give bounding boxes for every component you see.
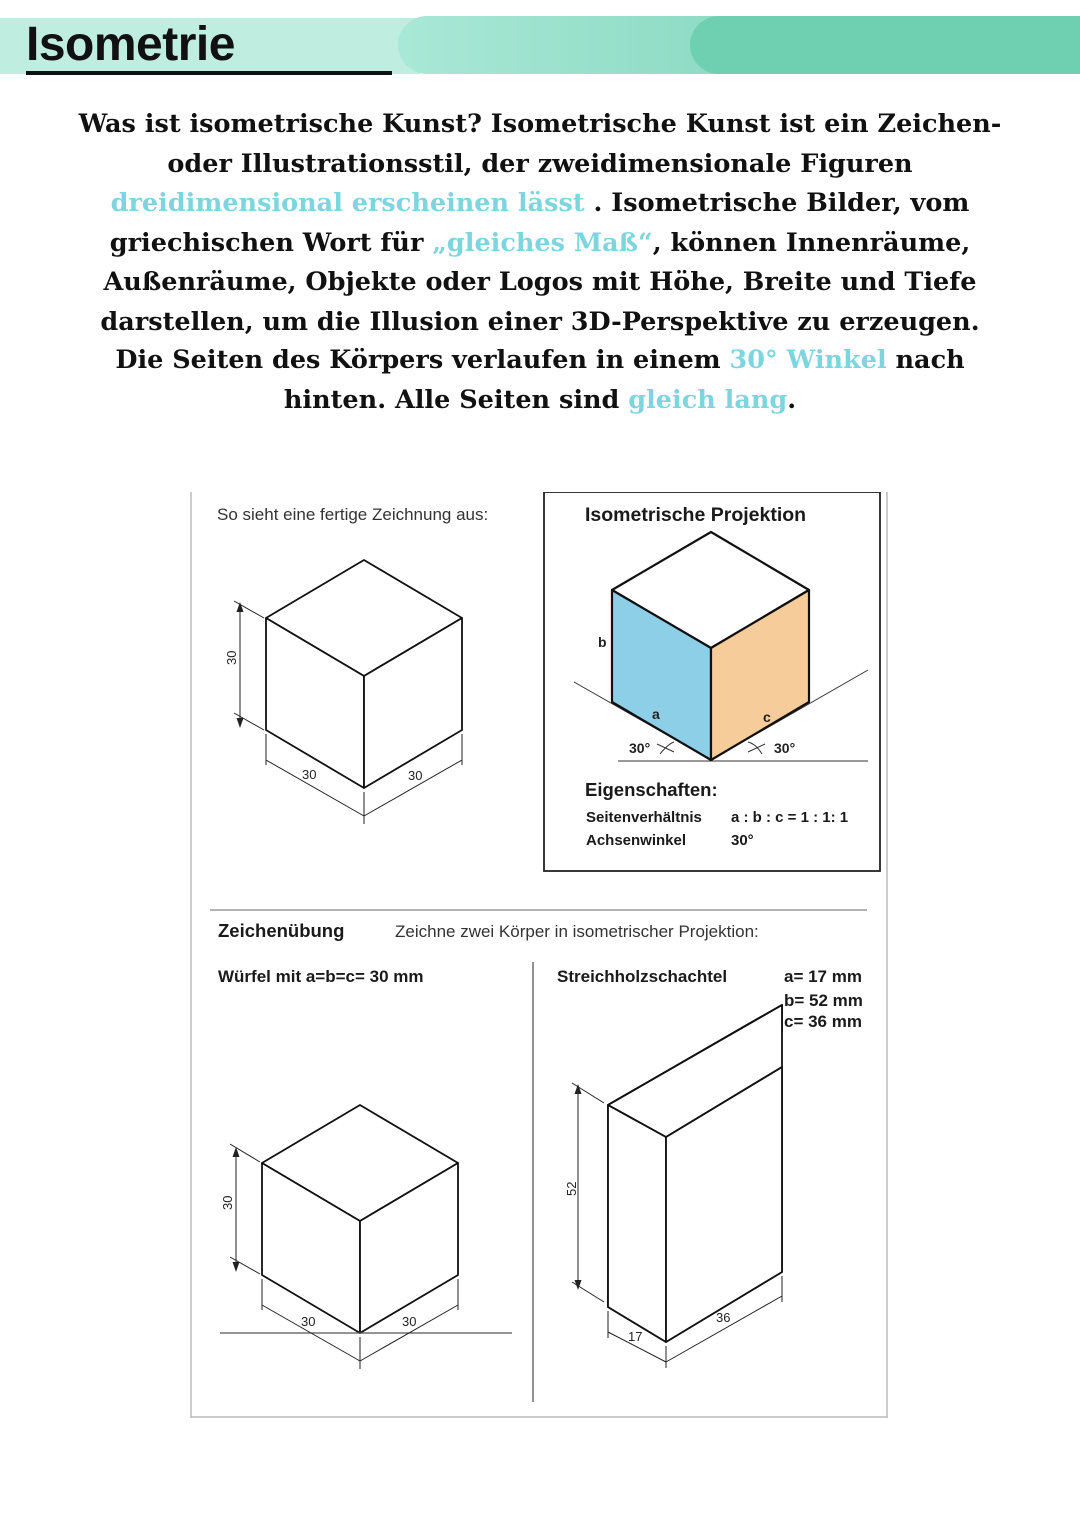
- properties-heading: Eigenschaften:: [585, 779, 718, 800]
- rule-paragraph: [60, 341, 1020, 420]
- exercise-instruction: Zeichne zwei Körper in isometrischer Projektion:: [395, 922, 759, 941]
- matchbox-dim-height: 52: [564, 1181, 579, 1196]
- matchbox-spec-b: b= 52 mm: [784, 991, 863, 1010]
- property-name-ratio: Seitenverhältnis: [586, 809, 702, 826]
- projection-cube: [612, 532, 809, 760]
- rule-highlight-2: gleich lang: [628, 384, 788, 415]
- worksheet-drawing: [190, 492, 888, 1418]
- projection-angle-right: 30°: [774, 740, 796, 756]
- intro-text-2: . Isometrische Bilder, vom griechischen Wort für: [109, 188, 970, 258]
- exercise-cube-dim-right: 30: [402, 1314, 417, 1329]
- exercise-cube-dim-left: 30: [301, 1314, 316, 1329]
- projection-angle-left: 30°: [629, 740, 651, 756]
- property-name-angle: Achsenwinkel: [586, 832, 687, 849]
- intro-paragraph: [60, 105, 1020, 342]
- property-value-ratio: a : b : c = 1 : 1: 1: [731, 809, 849, 826]
- example-cube: [266, 560, 462, 788]
- title-underline: [26, 71, 392, 75]
- example-dim-left: 30: [302, 767, 317, 782]
- header-bar-dark: [690, 16, 1080, 74]
- intro-text-3: , können Innenräume, Außenräume, Objekte oder Logos mit Höhe, Breite und Tiefe darstellen, um die Illusion einer 3D-Perspektive zu erzeugen.: [100, 227, 980, 337]
- rule-text-3: .: [787, 384, 797, 415]
- intro-text-1: Was ist isometrische Kunst? Isometrische Kunst ist ein Zeichen- oder Illustrationsstil, der zweidimensionale Figuren: [78, 109, 1002, 179]
- exercise-label: Zeichenübung: [218, 920, 345, 941]
- property-value-angle: 30°: [731, 832, 754, 849]
- example-dim-right: 30: [408, 768, 423, 783]
- rule-text-1: Die Seiten des Körpers verlaufen in einem: [115, 345, 730, 375]
- worksheet: [190, 492, 888, 1418]
- intro-highlight-2: „gleiches Maß“: [432, 227, 653, 258]
- matchbox-spec-c: c= 36 mm: [784, 1012, 862, 1031]
- header-banner: [0, 0, 1080, 90]
- example-caption: So sieht eine fertige Zeichnung aus:: [217, 505, 489, 524]
- projection-title: Isometrische Projektion: [585, 504, 807, 526]
- example-dim-height: 30: [224, 650, 239, 665]
- intro-highlight-1: dreidimensional erscheinen lässt: [110, 188, 585, 218]
- matchbox-dim-depth: 17: [628, 1329, 643, 1344]
- projection-label-a: a: [652, 706, 660, 722]
- rule-highlight-1: 30° Winkel: [729, 345, 887, 375]
- page-title: Isometrie: [26, 18, 235, 71]
- projection-label-b: b: [598, 634, 607, 650]
- exercise-cube-dim-height: 30: [220, 1195, 235, 1210]
- matchbox-spec-a: a= 17 mm: [784, 967, 862, 986]
- cube-task-title: Würfel mit a=b=c= 30 mm: [218, 967, 424, 986]
- matchbox-body: [608, 1005, 782, 1342]
- matchbox-dim-width: 36: [716, 1310, 731, 1325]
- projection-label-c: c: [763, 709, 771, 725]
- matchbox-task-title: Streichholzschachtel: [557, 967, 728, 986]
- rule-text-2: nach hinten. Alle Seiten sind: [283, 345, 965, 415]
- exercise-cube: [262, 1105, 458, 1333]
